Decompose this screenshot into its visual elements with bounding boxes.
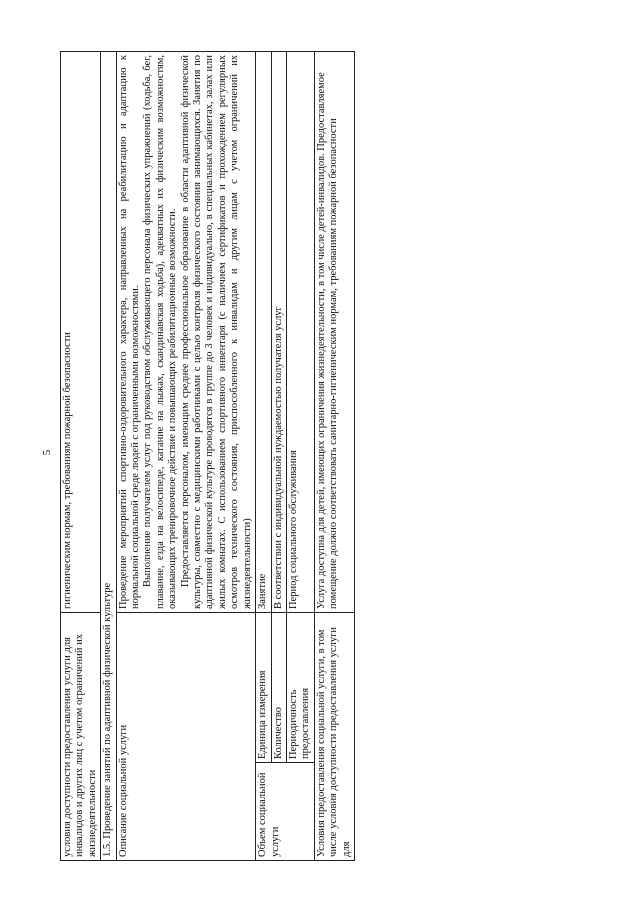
description-paragraph: Проведение мероприятий спортивно-оздоровительного характера, направленных на реабилитацию и адаптацию к нормальной социальной среде людей с ограниченными возможностями. — [117, 55, 142, 609]
service-table — [60, 51, 355, 861]
page-number: 5 — [41, 449, 53, 456]
conditions-label: Условия предоставления социальной услуги, в том числе условия доступности предоставления услуги для — [315, 627, 352, 857]
availability-label: условия доступности предоставления услуги для инвалидов и других лиц с учетом ограничений их жизнедеятельности — [62, 634, 98, 857]
periodicity-value: Период социального обслуживания — [287, 450, 299, 609]
table-row — [256, 52, 271, 861]
periodicity-value-cell — [286, 52, 314, 613]
quantity-label-cell — [271, 612, 286, 762]
table-row — [286, 52, 314, 861]
conditions-value: Услуга доступна для детей, имеющих ограничения жизнедеятельности, в том числе детей-инвалидов. Предоставляемое помещение должно соответствовать санитарно-гигиеническим нормам, требованиям пожарной безопасности — [315, 72, 340, 609]
quantity-label: Количество — [272, 706, 284, 759]
description-paragraph: Предоставляется персоналом, имеющим среднее профессиональное образование в области адаптивной физической культуры, совместно с медицинскими работниками с целью контроля физического состояния занимающихся. Занятия по адаптивной физической культуре проводятся в группе до 3 человек и индивидуально, в специальных кабинетах, залах или жилых комнатах. С использованием спортивного инвентаря (с наличием сертификатов и прохождением регулярных осмотров технического состояния, приспособленного к инвалидам и другим лицам с учетом ограничений их жизнедеятельности) — [179, 55, 253, 609]
description-label: Описание социальной услуги — [117, 724, 129, 857]
description-paragraph: Выполнение получателем услуг под руководством обслуживающего персонала физических упражнений (ходьба, бег, плавание, езда на велосипеде, катание на лыжах, скандинавская ходьба), адекватных их физическим возможностям, оказывающих тренировочное действие и повышающих реабилитационные возможности. — [142, 55, 179, 609]
unit-label: Единица измерения — [257, 670, 269, 759]
table-row — [314, 52, 354, 861]
quantity-value: В соответствии с индивидуальной нуждаемостью получателя услуг — [272, 306, 284, 609]
quantity-value-cell — [271, 52, 286, 613]
description-cell — [116, 52, 255, 613]
table-row — [271, 52, 286, 861]
table-row — [61, 52, 101, 861]
availability-value: гигиеническим нормам, требованиям пожарной безопасности — [62, 332, 73, 609]
conditions-value-cell — [314, 52, 354, 613]
table-row — [101, 52, 116, 861]
section-title: 1.5. Проведение занятий по адаптивной физической культуре — [102, 582, 114, 857]
unit-label-cell — [256, 612, 271, 762]
volume-label: Объем социальной услуги — [257, 772, 281, 857]
availability-value-cell — [61, 52, 101, 613]
unit-value-cell — [256, 52, 271, 613]
section-title-cell — [101, 52, 116, 861]
unit-value: Занятие — [257, 573, 269, 609]
conditions-label-cell — [314, 612, 354, 860]
volume-label-cell — [256, 763, 315, 861]
periodicity-label-cell — [286, 612, 314, 762]
table-row — [116, 52, 255, 861]
periodicity-label: Периодичность предоставления — [287, 687, 312, 759]
availability-label-cell — [61, 612, 101, 860]
description-label-cell — [116, 612, 255, 860]
